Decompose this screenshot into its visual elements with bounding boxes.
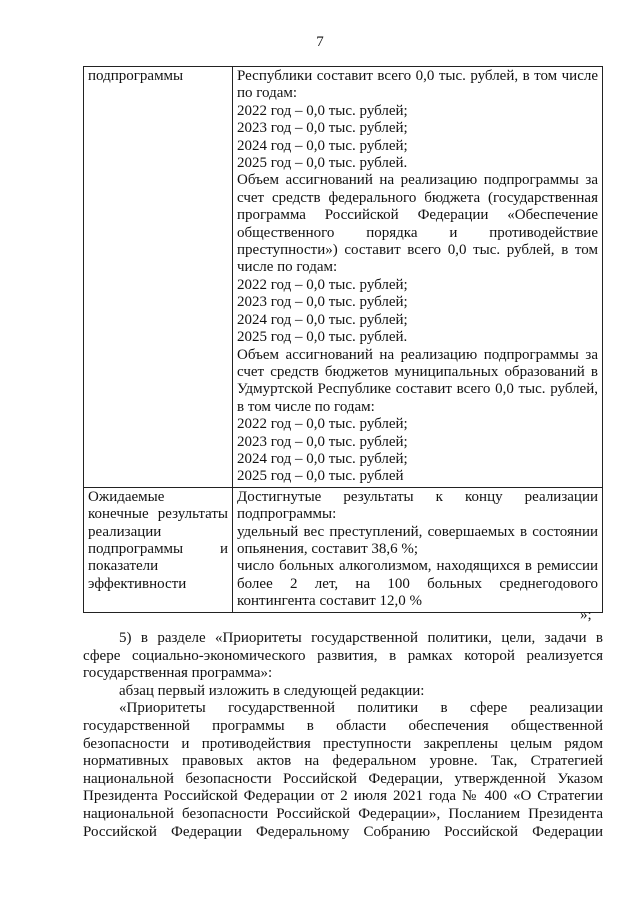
text-line: более 2 лет, на 100 больных среднегодового <box>237 575 598 592</box>
text-line: в том числе по годам: <box>237 398 375 415</box>
text-line: 2024 год – 0,0 тыс. рублей; <box>237 450 408 467</box>
row-value-cell <box>233 487 603 612</box>
text-line: 2022 год – 0,0 тыс. рублей; <box>237 276 408 293</box>
row-label-cell <box>84 487 233 612</box>
subprogram-passport-table <box>83 66 603 613</box>
text-line: число больных алкоголизмом, находящихся в ремиссии <box>237 558 598 575</box>
text-line: программа Российской Федерации «Обеспечение <box>237 207 598 224</box>
text-line: по годам: <box>237 85 298 102</box>
text-line: 2024 год – 0,0 тыс. рублей; <box>237 311 408 328</box>
text-line: счет средств федерального бюджета (государственная <box>237 189 598 206</box>
text-line: 2023 год – 0,0 тыс. рублей; <box>237 120 408 137</box>
row-label: подпрограммы <box>88 68 184 84</box>
text-line: Объем ассигнований на реализацию подпрограммы за <box>237 346 598 363</box>
paragraph-line: Российской Федерации Федеральному Собранию Российской Федерации <box>83 823 603 840</box>
row-label-line: Ожидаемые <box>88 488 165 505</box>
text-line: Достигнутые результаты к концу реализации <box>237 488 598 505</box>
page-number: 7 <box>316 34 324 50</box>
row-label-cell <box>84 67 233 488</box>
text-line: 2023 год – 0,0 тыс. рублей; <box>237 294 408 311</box>
paragraph-line: «Приоритеты государственной политики в сфере реализации <box>119 700 603 717</box>
text-line: счет средств бюджетов муниципальных образований в <box>237 363 598 380</box>
text-line: Объем ассигнований на реализацию подпрограммы за <box>237 172 598 189</box>
row-label-line: эффективности <box>88 575 187 592</box>
paragraph-line: абзац первый изложить в следующей редакции: <box>119 682 425 699</box>
text-line: 2022 год – 0,0 тыс. рублей; <box>237 416 408 433</box>
text-line: 2022 год – 0,0 тыс. рублей; <box>237 102 408 119</box>
text-line: опьянения, составит 38,6 %; <box>237 540 419 557</box>
row-label-line: подпрограммы и <box>88 540 228 557</box>
paragraph-line: национальной безопасности Российской Федерации, утвержденной Указом <box>83 770 603 787</box>
text-line: Удмуртской Республике составит всего 0,0 тыс. рублей, <box>237 381 598 398</box>
text-line: 2024 год – 0,0 тыс. рублей; <box>237 137 408 154</box>
text-line: общественного порядка и противодействие <box>237 224 598 241</box>
text-line: Республики составит всего 0,0 тыс. рублей, в том числе <box>237 68 598 84</box>
paragraph-line: государственная программа»: <box>83 665 273 682</box>
text-line: подпрограммы: <box>237 506 337 523</box>
text-line: числе по годам: <box>237 259 338 276</box>
text-line: 2025 год – 0,0 тыс. рублей <box>237 468 404 485</box>
text-line: контингента составит 12,0 % <box>237 593 422 610</box>
body-paragraphs <box>83 630 603 841</box>
paragraph-line: государственной программы в области обеспечения общественной <box>83 717 603 734</box>
paragraph-line: национальной безопасности Российской Федерации», Посланием Президента <box>83 805 603 822</box>
text-line: 2025 год – 0,0 тыс. рублей. <box>237 329 408 346</box>
row-label-line: показатели <box>88 558 159 575</box>
table-row-expected-results <box>84 487 603 612</box>
row-label-line: конечные результаты <box>88 506 228 523</box>
paragraph-line: Президента Российской Федерации от 2 июля 2021 года № 400 «О Стратегии <box>83 788 603 805</box>
paragraph-line: безопасности и противодействия преступности закреплены целым рядом <box>83 735 603 752</box>
text-line: 2025 год – 0,0 тыс. рублей. <box>237 155 408 172</box>
text-line: удельный вес преступлений, совершаемых в состоянии <box>237 523 598 540</box>
row-label-line: реализации <box>88 523 162 540</box>
paragraph-line: 5) в разделе «Приоритеты государственной политики, цели, задачи в <box>119 630 603 646</box>
paragraph-line: нормативных правовых актов на федеральном уровне. Так, Стратегией <box>83 753 603 770</box>
paragraph-line: сфере социально-экономического развития, в рамках которой реализуется <box>83 647 603 664</box>
text-line: 2023 год – 0,0 тыс. рублей; <box>237 433 408 450</box>
table-row-financing <box>84 67 603 488</box>
text-line: преступности») составит всего 0,0 тыс. рублей, в том <box>237 242 598 259</box>
closing-quote: »; <box>580 607 592 623</box>
row-value-cell <box>233 67 603 488</box>
